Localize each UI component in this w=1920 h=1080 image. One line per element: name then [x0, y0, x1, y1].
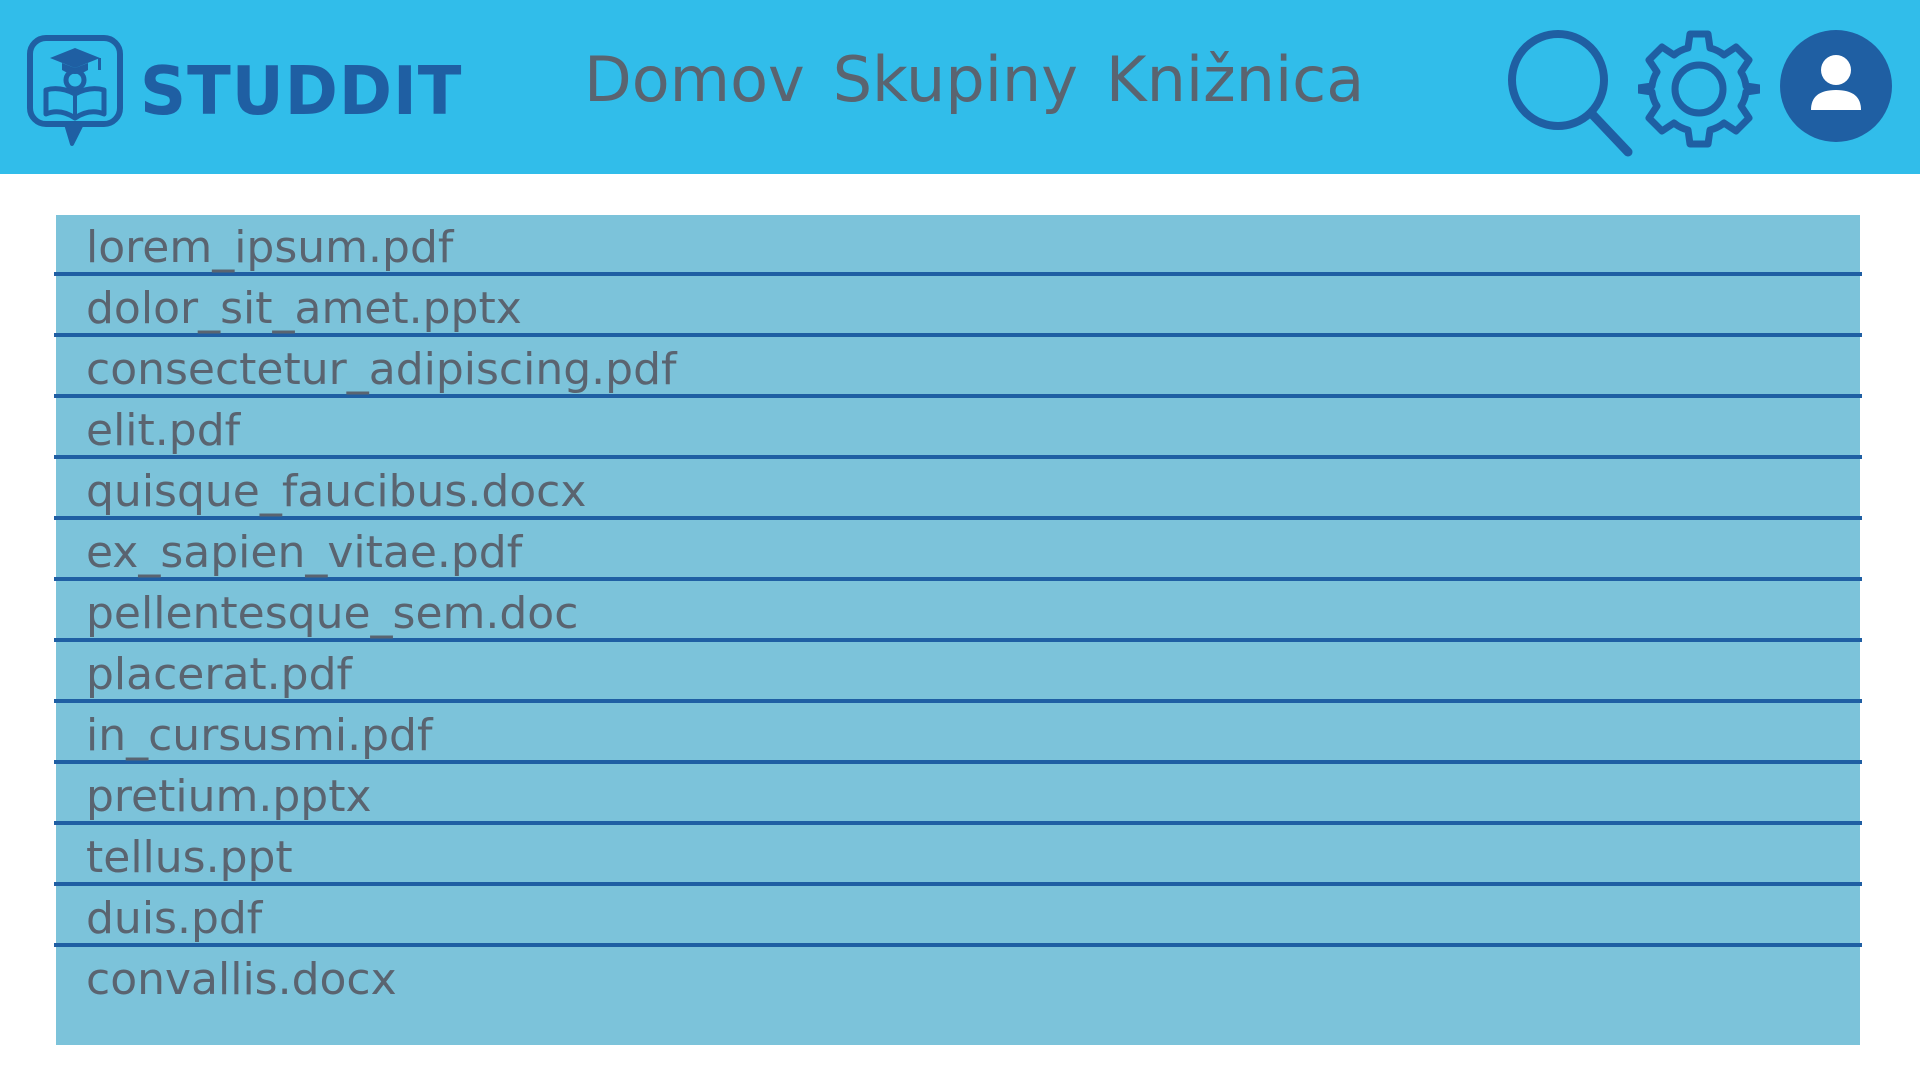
file-name: lorem_ipsum.pdf	[86, 222, 454, 273]
file-name: elit.pdf	[86, 405, 241, 456]
app-logo[interactable]	[26, 34, 462, 150]
gear-icon[interactable]	[1638, 28, 1760, 150]
file-name: pretium.pptx	[86, 771, 372, 822]
file-name: pellentesque_sem.doc	[86, 588, 579, 639]
file-list	[56, 215, 1860, 1004]
user-profile-icon[interactable]	[1780, 30, 1892, 142]
file-row[interactable]	[54, 581, 1862, 642]
file-name: tellus.ppt	[86, 832, 293, 883]
file-list-panel	[56, 215, 1860, 1045]
file-row[interactable]	[54, 703, 1862, 764]
file-row[interactable]	[54, 825, 1862, 886]
nav-kniznica[interactable]: Knižnica	[1105, 43, 1365, 116]
file-row[interactable]	[54, 886, 1862, 947]
top-header	[0, 0, 1920, 174]
main-nav	[584, 40, 1364, 120]
nav-skupiny[interactable]: Skupiny	[832, 43, 1078, 116]
file-row[interactable]	[54, 337, 1862, 398]
file-row[interactable]	[54, 276, 1862, 337]
file-row[interactable]	[54, 947, 1862, 1004]
search-icon[interactable]	[1502, 24, 1634, 158]
file-name: placerat.pdf	[86, 649, 353, 700]
file-row[interactable]	[54, 215, 1862, 276]
file-name: in_cursusmi.pdf	[86, 710, 433, 761]
file-name: convallis.docx	[86, 954, 397, 1005]
file-name: consectetur_adipiscing.pdf	[86, 344, 677, 395]
file-row[interactable]	[54, 764, 1862, 825]
graduation-book-logo-icon	[26, 34, 124, 150]
file-row[interactable]	[54, 642, 1862, 703]
file-name: duis.pdf	[86, 893, 263, 944]
file-name: dolor_sit_amet.pptx	[86, 283, 522, 334]
file-row[interactable]	[54, 398, 1862, 459]
file-row[interactable]	[54, 459, 1862, 520]
nav-domov[interactable]: Domov	[584, 43, 805, 116]
file-name: quisque_faucibus.docx	[86, 466, 587, 517]
file-row[interactable]	[54, 520, 1862, 581]
file-name: ex_sapien_vitae.pdf	[86, 527, 523, 578]
app-name: STUDDIT	[140, 53, 463, 131]
